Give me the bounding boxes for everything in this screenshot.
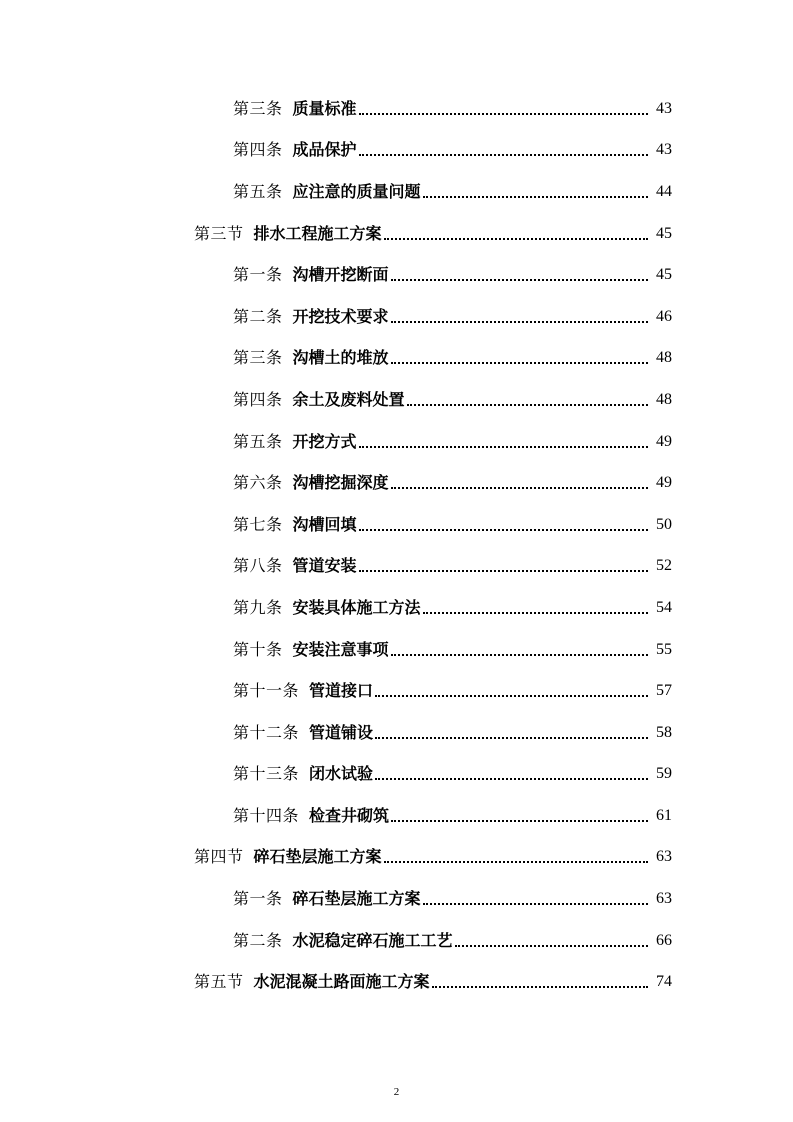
toc-leader-dots: [391, 642, 648, 658]
toc-entry[interactable]: [0, 629, 793, 671]
toc-entry[interactable]: [0, 587, 793, 629]
toc-entry-page: 43: [656, 99, 672, 117]
toc-leader-dots: [391, 808, 648, 824]
toc-entry-page: 57: [656, 682, 672, 700]
toc-entry-page: 49: [656, 432, 672, 450]
toc-entry-number: 第十四条: [233, 805, 300, 825]
toc-entry[interactable]: [0, 254, 793, 296]
toc-entry-page: 48: [656, 390, 672, 408]
toc-leader-dots: [375, 725, 648, 741]
toc-leader-dots: [391, 475, 648, 491]
toc-entry-page: 49: [656, 474, 672, 492]
toc-leader-dots: [407, 392, 648, 408]
toc-leader-dots: [359, 558, 648, 574]
toc-entry[interactable]: [0, 296, 793, 338]
toc-entry-number: 第一条: [233, 265, 283, 285]
toc-entry-title: 质量标准: [292, 98, 357, 118]
toc-entry-number: 第四条: [233, 389, 283, 409]
toc-entry-title: 沟槽土的堆放: [292, 348, 389, 368]
toc-entry-title: 碎石垫层施工方案: [292, 889, 421, 909]
toc-entry[interactable]: [0, 920, 793, 962]
toc-entry-number: 第十二条: [233, 722, 300, 742]
toc-entry[interactable]: [0, 670, 793, 712]
toc-entry-page: 50: [656, 515, 672, 533]
toc-entry-title: 安装具体施工方法: [292, 597, 421, 617]
toc-entry-page: 45: [656, 266, 672, 284]
toc-entry[interactable]: [0, 546, 793, 588]
toc-entry-number: 第二条: [233, 930, 283, 950]
toc-entry[interactable]: [0, 88, 793, 130]
toc-entry-number: 第五条: [233, 181, 283, 201]
toc-entry-page: 66: [656, 931, 672, 949]
toc-leader-dots: [391, 350, 648, 366]
toc-entry-number: 第一条: [233, 889, 283, 909]
toc-section-entry[interactable]: [0, 961, 793, 1003]
toc-entry-title: 闭水试验: [309, 764, 374, 784]
toc-entry-title: 碎石垫层施工方案: [253, 847, 382, 867]
toc-entry-number: 第六条: [233, 473, 283, 493]
toc-entry-page: 45: [656, 224, 672, 242]
table-of-contents: [0, 88, 793, 1003]
toc-entry-number: 第十一条: [233, 681, 300, 701]
toc-entry-title: 成品保护: [292, 140, 357, 160]
toc-entry-title: 安装注意事项: [292, 639, 389, 659]
toc-entry-page: 59: [656, 765, 672, 783]
toc-entry-number: 第四节: [194, 847, 244, 867]
toc-entry-number: 第五条: [233, 431, 283, 451]
toc-entry-number: 第三条: [233, 98, 283, 118]
toc-leader-dots: [359, 517, 648, 533]
toc-entry-page: 46: [656, 307, 672, 325]
toc-entry[interactable]: [0, 504, 793, 546]
toc-entry-page: 74: [656, 973, 672, 991]
toc-entry[interactable]: [0, 878, 793, 920]
toc-entry-title: 管道安装: [292, 556, 357, 576]
toc-entry-title: 水泥混凝土路面施工方案: [253, 972, 430, 992]
toc-leader-dots: [375, 766, 648, 782]
toc-entry-title: 应注意的质量问题: [292, 181, 421, 201]
toc-leader-dots: [423, 600, 648, 616]
toc-entry-page: 55: [656, 640, 672, 658]
toc-leader-dots: [423, 184, 648, 200]
toc-entry[interactable]: [0, 712, 793, 754]
page-number: 2: [393, 1086, 400, 1098]
toc-entry-page: 48: [656, 349, 672, 367]
toc-entry-number: 第八条: [233, 556, 283, 576]
toc-entry-page: 43: [656, 141, 672, 159]
toc-entry-page: 61: [656, 806, 672, 824]
toc-entry[interactable]: [0, 379, 793, 421]
toc-entry-title: 开挖技术要求: [292, 306, 389, 326]
toc-leader-dots: [359, 142, 648, 158]
toc-entry[interactable]: [0, 130, 793, 172]
toc-entry[interactable]: [0, 462, 793, 504]
toc-entry-number: 第十三条: [233, 764, 300, 784]
toc-entry-number: 第四条: [233, 140, 283, 160]
toc-section-entry[interactable]: [0, 837, 793, 879]
toc-entry-title: 水泥稳定碎石施工工艺: [292, 930, 453, 950]
toc-entry-number: 第二条: [233, 306, 283, 326]
toc-entry-page: 63: [656, 890, 672, 908]
toc-section-entry[interactable]: [0, 213, 793, 255]
toc-entry[interactable]: [0, 421, 793, 463]
toc-entry-number: 第九条: [233, 597, 283, 617]
toc-entry[interactable]: [0, 795, 793, 837]
toc-leader-dots: [359, 434, 648, 450]
toc-entry-title: 沟槽回填: [292, 514, 357, 534]
toc-leader-dots: [423, 891, 648, 907]
toc-entry-title: 沟槽开挖断面: [292, 265, 389, 285]
toc-entry-number: 第五节: [194, 972, 244, 992]
toc-entry-title: 排水工程施工方案: [253, 223, 382, 243]
toc-leader-dots: [359, 101, 648, 117]
toc-leader-dots: [384, 226, 648, 242]
toc-entry-number: 第三条: [233, 348, 283, 368]
toc-entry-title: 管道接口: [309, 681, 374, 701]
toc-entry-number: 第十条: [233, 639, 283, 659]
toc-entry-page: 54: [656, 598, 672, 616]
toc-entry-title: 检查井砌筑: [309, 805, 390, 825]
toc-entry-page: 63: [656, 848, 672, 866]
toc-entry-title: 管道铺设: [309, 722, 374, 742]
toc-leader-dots: [375, 683, 648, 699]
toc-leader-dots: [391, 309, 648, 325]
toc-entry[interactable]: [0, 338, 793, 380]
toc-entry[interactable]: [0, 754, 793, 796]
toc-entry[interactable]: [0, 171, 793, 213]
toc-entry-page: 52: [656, 557, 672, 575]
toc-entry-page: 44: [656, 182, 672, 200]
toc-entry-title: 余土及废料处置: [292, 389, 405, 409]
toc-leader-dots: [455, 933, 648, 949]
toc-entry-number: 第三节: [194, 223, 244, 243]
toc-entry-title: 开挖方式: [292, 431, 357, 451]
toc-leader-dots: [432, 974, 648, 990]
toc-leader-dots: [384, 849, 648, 865]
toc-leader-dots: [391, 267, 648, 283]
toc-entry-number: 第七条: [233, 514, 283, 534]
toc-entry-page: 58: [656, 723, 672, 741]
toc-entry-title: 沟槽挖掘深度: [292, 473, 389, 493]
